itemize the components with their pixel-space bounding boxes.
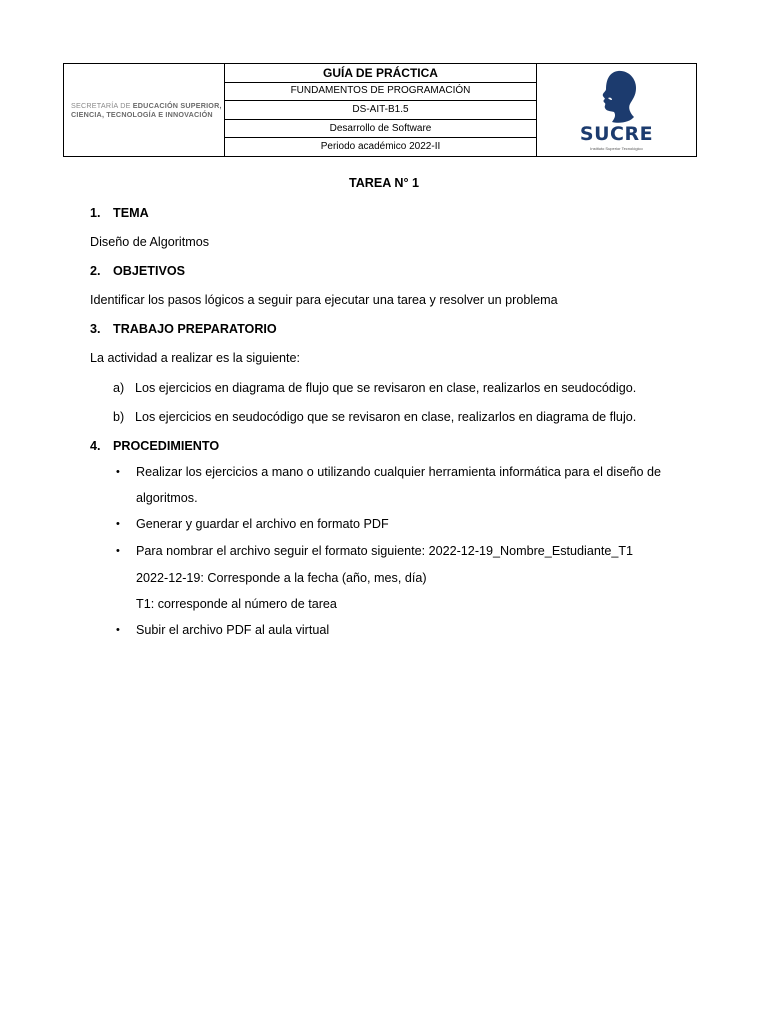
sucre-logo-cell: [537, 64, 697, 157]
academic-period: Periodo académico 2022-II: [320, 141, 441, 153]
section-title: PROCEDIMIENTO: [113, 439, 220, 453]
secretaria-logo-cell: [64, 64, 225, 157]
document-code: DS-AIT-B1.5: [225, 101, 536, 120]
prep-item: [113, 410, 636, 424]
subject-name: FUNDAMENTOS DE PROGRAMACIÓN: [225, 83, 536, 102]
guide-title: GUÍA DE PRÁCTICA: [225, 64, 536, 83]
bullet-icon: •: [116, 624, 120, 636]
bullet-icon: •: [116, 518, 120, 530]
bullet-icon: •: [116, 545, 120, 557]
section-title: TEMA: [113, 206, 149, 220]
section-number: 1.: [90, 206, 101, 220]
procedure-bullet-3-line-1: Para nombrar el archivo seguir el formato siguiente: 2022-12-19_Nombre_Estudiante_T1: [136, 544, 634, 558]
sucre-head-icon: [594, 69, 640, 125]
procedure-bullet-2: Generar y guardar el archivo en formato PDF: [136, 517, 389, 531]
sucre-logo: [537, 64, 696, 156]
prep-item: [113, 381, 636, 395]
procedure-bullet-1-line-1: Realizar los ejercicios a mano o utilizando cualquier herramienta informática para el diseño de: [136, 465, 662, 479]
procedure-bullet-3-line-3: T1: corresponde al número de tarea: [136, 597, 337, 611]
sucre-logo-word: SUCRE: [579, 123, 654, 145]
header-table: [63, 63, 697, 157]
procedure-bullet-3-line-2: 2022-12-19: Corresponde a la fecha (año, mes, día): [136, 571, 427, 585]
secretaria-text-bold: EDUCACIÓN SUPERIOR,: [132, 100, 222, 110]
section-title: OBJETIVOS: [113, 264, 186, 278]
header-info-cell: [225, 64, 537, 157]
objetivos-text: Identificar los pasos lógicos a seguir para ejecutar una tarea y resolver un problema: [90, 293, 558, 307]
secretaria-logo: [64, 101, 224, 120]
secretaria-text-light: SECRETARÍA DE: [71, 100, 131, 110]
section-heading-trabajo-preparatorio: [90, 322, 277, 336]
secretaria-text-line2: CIENCIA, TECNOLOGÍA E INNOVACIÓN: [71, 110, 213, 119]
trabajo-preparatorio-text: La actividad a realizar es la siguiente:: [90, 351, 301, 365]
bullet-icon: •: [116, 466, 120, 478]
prep-item-text: Los ejercicios en diagrama de flujo que se revisaron en clase, realizarlos en seudocódigo.: [135, 381, 637, 395]
tema-text: Diseño de Algoritmos: [90, 235, 210, 249]
procedure-bullet-4: Subir el archivo PDF al aula virtual: [136, 623, 330, 637]
prep-item-letter: a): [113, 381, 125, 395]
task-title: TAREA N° 1: [348, 176, 420, 190]
section-heading-objetivos: [90, 264, 185, 278]
prep-item-text: Los ejercicios en seudocódigo que se revisaron en clase, realizarlos en diagrama de flujo.: [135, 410, 637, 424]
section-heading-tema: [90, 206, 149, 220]
sucre-logo-subtitle: Instituto Superior Tecnológico: [590, 146, 643, 151]
section-number: 4.: [90, 439, 101, 453]
section-number: 3.: [90, 322, 101, 336]
section-title: TRABAJO PREPARATORIO: [113, 322, 277, 336]
procedure-bullet-1-line-2: algoritmos.: [136, 491, 198, 505]
career-name: Desarrollo de Software: [225, 120, 536, 139]
section-number: 2.: [90, 264, 101, 278]
section-heading-procedimiento: [90, 439, 219, 453]
prep-item-letter: b): [113, 410, 125, 424]
